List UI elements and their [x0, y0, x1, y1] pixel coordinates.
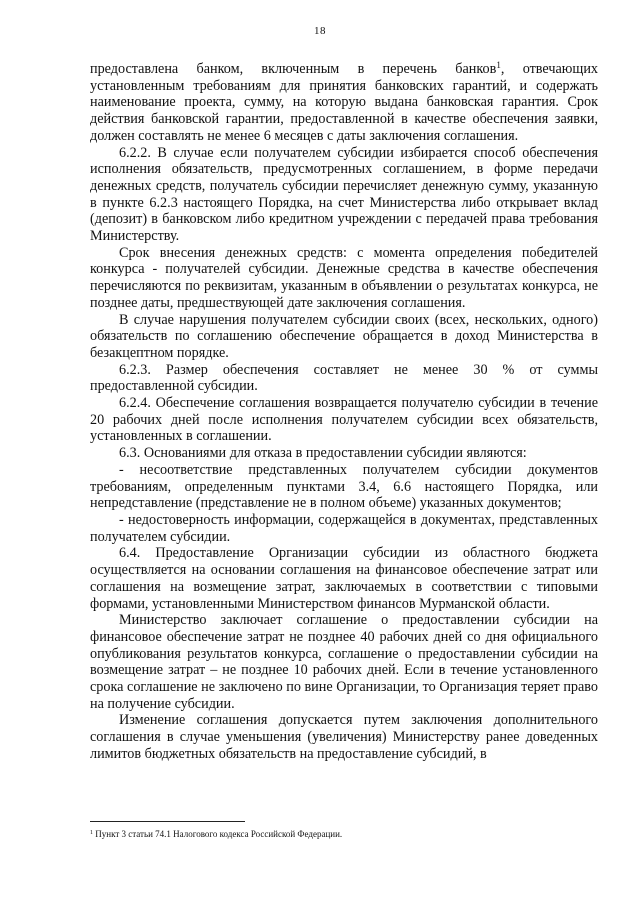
footnote-text: Пункт 3 статьи 74.1 Налогового кодекса Российской Федерации. — [93, 829, 343, 839]
footnote-reference: 1 — [496, 60, 501, 70]
footnote-marker: 1 — [90, 830, 93, 836]
list-item: - недостоверность информации, содержащейся в документах, представленных получателем субсидии. — [90, 511, 598, 545]
paragraph — [90, 61, 598, 145]
paragraph-text: предоставлена банком, включенным в перечень банков — [90, 61, 497, 77]
page-number: 18 — [314, 25, 326, 37]
paragraph: Срок внесения денежных средств: с момента определения победителей конкурса - получателей субсидии. Денежные средства в качестве обеспечения перечисляются по реквизитам, указанным в объявлении о результатах конкурса, не позднее даты, предшествующей дате заключения соглашения. — [90, 244, 598, 311]
paragraph: Изменение соглашения допускается путем заключения дополнительного соглашения в случае уменьшения (увеличения) Министерству ранее доведенных лимитов бюджетных обязательств на предоставление субсидий, в — [90, 712, 598, 762]
body-text — [90, 61, 598, 763]
paragraph: Министерство заключает соглашение о предоставлении субсидии на финансовое обеспечение затрат не позднее 40 рабочих дней со дня официального опубликования результатов конкурса, соглашение о предоставлении субсидии на возмещение затрат – не позднее 10 рабочих дней. Если в течение установленного срока соглашение не заключено по вине Организации, то Организация теряет право на получение субсидии. — [90, 612, 598, 712]
footnote-divider — [90, 821, 245, 822]
paragraph: 6.3. Основаниями для отказа в предоставлении субсидии являются: — [119, 445, 527, 462]
list-item: - несоответствие представленных получателем субсидии документов требованиям, определенным пунктами 3.4, 6.6 настоящего Порядка, или непредставление (представление не в полном объеме) указанных документов; — [90, 461, 598, 512]
paragraph: 6.2.3. Размер обеспечения составляет не менее 30 % от суммы предоставленной субсидии. — [90, 361, 598, 395]
paragraph: В случае нарушения получателем субсидии своих (всех, нескольких, одного) обязательств по соглашению обеспечение обращается в доход Министерства в безакцептном порядке. — [90, 311, 598, 361]
paragraph: 6.2.2. В случае если получателем субсидии избирается способ обеспечения исполнения обязательств, предусмотренных соглашением, в форме передачи денежных средств, получатель субсидии перечисляет денежную сумму, указанную в пункте 6.2.3 настоящего Порядка, на счет Министерства либо открывает вклад (депозит) в банковском либо кредитном учреждении с передачей права требования Министерству. — [90, 144, 598, 245]
paragraph: 6.4. Предоставление Организации субсидии из областного бюджета осуществляется на основании соглашения на финансовое обеспечение затрат или соглашения на возмещение затрат, заключаемых в соответствии с типовыми формами, установленными Министерством финансов Мурманской области. — [90, 545, 598, 612]
paragraph-text-continued: , отвечающих установленным требованиям для принятия банковских гарантий, и содержать наименование проекта, сумму, на которую выдана банковская гарантия. Срок действия банковской гарантии, предоставленной в качестве обеспечения заявки, должен составлять не менее 6 месяцев с даты заключения соглашения. — [90, 61, 599, 144]
footnote — [90, 829, 598, 840]
paragraph: 6.2.4. Обеспечение соглашения возвращается получателю субсидии в течение 20 рабочих дней после исполнения получателем субсидии всех обязательств, установленных в соглашении. — [90, 395, 598, 445]
